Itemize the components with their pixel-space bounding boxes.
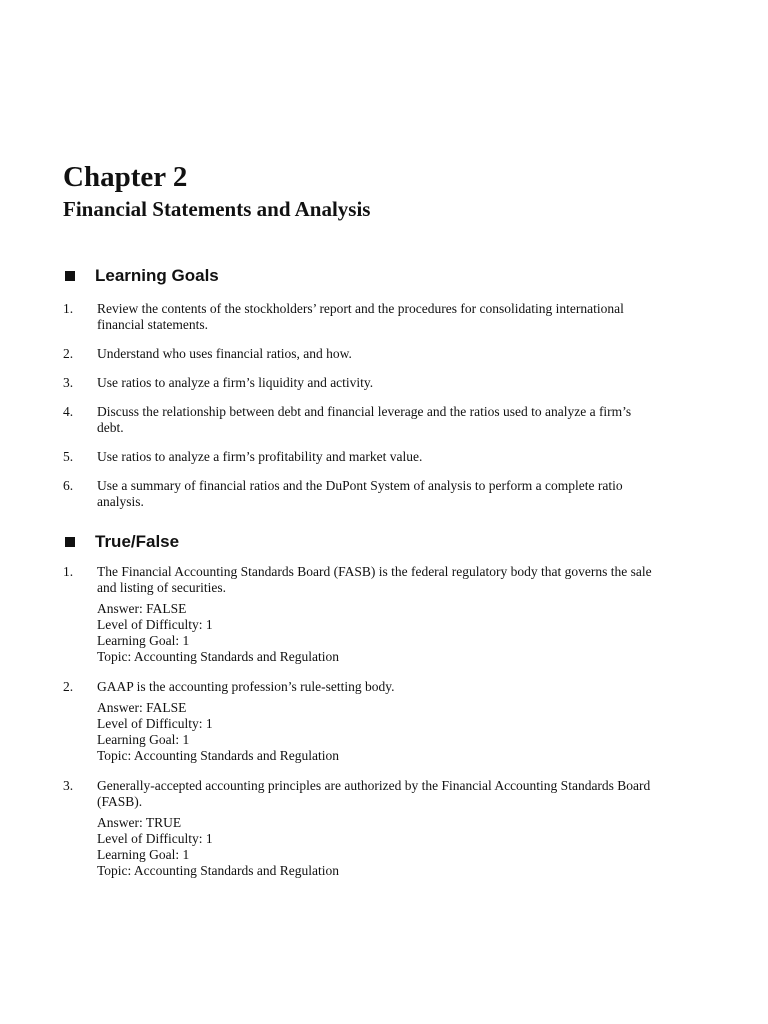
learning-goal-line: Learning Goal: 1 — [97, 732, 190, 747]
learning-goal-line: Learning Goal: 1 — [97, 847, 190, 862]
answer-line: Answer: FALSE — [97, 700, 187, 715]
learning-goal-line: Learning Goal: 1 — [97, 633, 190, 648]
true-false-question — [63, 564, 653, 665]
item-text: Use ratios to analyze a firm’s liquidity and activity. — [97, 375, 374, 390]
question-meta — [97, 601, 653, 665]
question-meta — [97, 815, 653, 879]
square-bullet-icon — [65, 537, 75, 547]
question-text: The Financial Accounting Standards Board (FASB) is the federal regulatory body that governs the sale and listing of securities. — [97, 564, 652, 595]
item-text: Use ratios to analyze a firm’s profitability and market value. — [97, 449, 423, 464]
question-number: 1. — [63, 564, 74, 579]
true-false-question — [63, 778, 653, 879]
document-page — [63, 160, 653, 879]
learning-goals-heading — [63, 266, 653, 286]
learning-goal-item — [63, 449, 653, 465]
item-text: Review the contents of the stockholders’ report and the procedures for consolidating international financial statements. — [97, 301, 624, 332]
question-number: 2. — [63, 679, 74, 694]
learning-goals-list — [63, 301, 653, 510]
learning-goal-item — [63, 346, 653, 362]
learning-goal-item — [63, 375, 653, 391]
chapter-title: Chapter 2 — [63, 161, 188, 193]
item-text: Discuss the relationship between debt and financial leverage and the ratios used to analyze a firm’s debt. — [97, 404, 632, 435]
learning-goals-heading-text: Learning Goals — [95, 266, 219, 285]
answer-line: Answer: TRUE — [97, 815, 182, 830]
true-false-list — [63, 564, 653, 879]
question-body — [97, 778, 653, 879]
item-text: Use a summary of financial ratios and the DuPont System of analysis to perform a complete ratio analysis. — [97, 478, 623, 509]
chapter-subtitle: Financial Statements and Analysis — [63, 197, 371, 221]
true-false-question — [63, 679, 653, 764]
question-text: Generally-accepted accounting principles are authorized by the Financial Accounting Standards Board (FASB). — [97, 778, 651, 809]
item-number: 6. — [63, 478, 74, 493]
learning-goal-item — [63, 301, 653, 333]
item-number: 2. — [63, 346, 74, 361]
item-number: 5. — [63, 449, 74, 464]
question-meta — [97, 700, 653, 764]
item-number: 3. — [63, 375, 74, 390]
answer-line: Answer: FALSE — [97, 601, 187, 616]
true-false-heading — [63, 532, 653, 552]
difficulty-line: Level of Difficulty: 1 — [97, 716, 213, 731]
question-text: GAAP is the accounting profession’s rule-setting body. — [97, 679, 395, 694]
topic-line: Topic: Accounting Standards and Regulation — [97, 748, 340, 763]
difficulty-line: Level of Difficulty: 1 — [97, 617, 213, 632]
learning-goal-item — [63, 404, 653, 436]
true-false-heading-text: True/False — [95, 532, 180, 551]
topic-line: Topic: Accounting Standards and Regulation — [97, 863, 340, 878]
question-body — [97, 679, 653, 764]
topic-line: Topic: Accounting Standards and Regulation — [97, 649, 340, 664]
difficulty-line: Level of Difficulty: 1 — [97, 831, 213, 846]
item-number: 4. — [63, 404, 74, 419]
square-bullet-icon — [65, 271, 75, 281]
question-body — [97, 564, 653, 665]
item-text: Understand who uses financial ratios, and how. — [97, 346, 352, 361]
learning-goal-item — [63, 478, 653, 510]
item-number: 1. — [63, 301, 74, 316]
question-number: 3. — [63, 778, 74, 793]
